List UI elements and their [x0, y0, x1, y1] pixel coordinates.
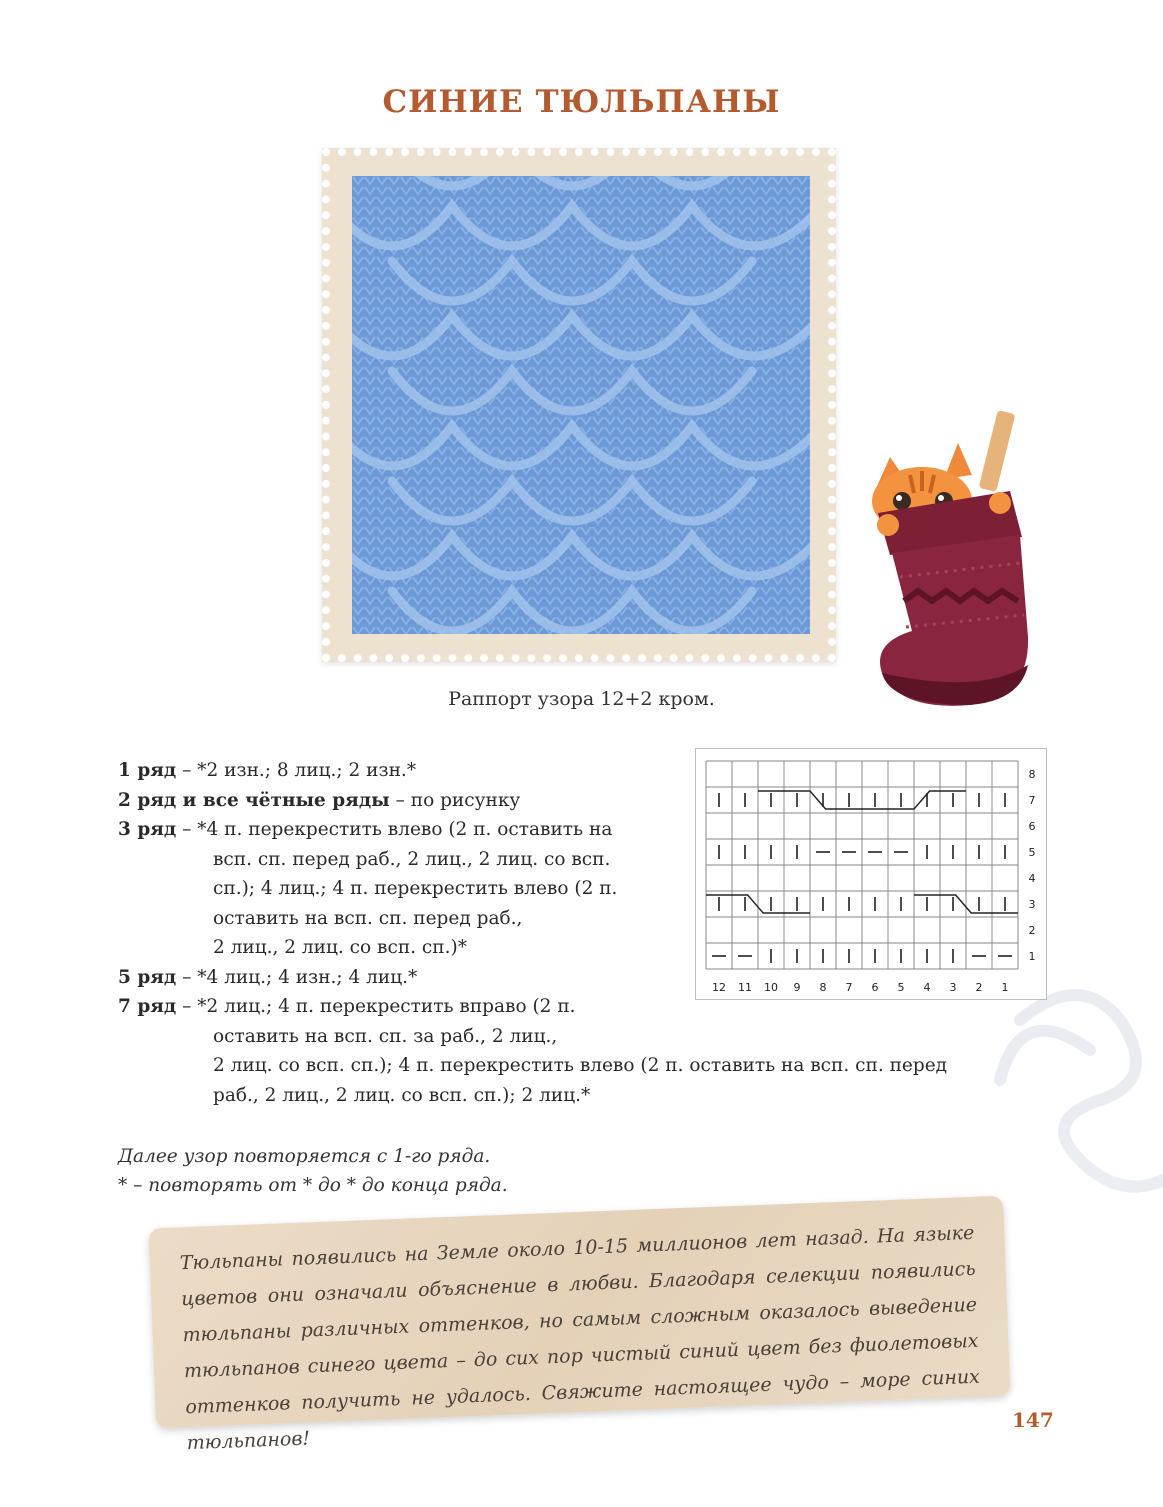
chart-column-label: 6	[871, 981, 879, 994]
note-repeat: Далее узор повторяется с 1-го ряда.	[118, 1146, 491, 1167]
chart-column-label: 8	[819, 981, 827, 994]
chart-column-label: 5	[897, 981, 905, 994]
row-continuation: 2 лиц., 2 лиц. со всп. сп.)*	[213, 937, 467, 958]
chart-column-label: 11	[738, 981, 752, 994]
chart-column-label: 4	[923, 981, 931, 994]
row-label: 2 ряд и все чётные ряды	[118, 789, 390, 811]
row-continuation: оставить на всп. сп. перед раб.,	[213, 907, 523, 929]
chart-row-label: 4	[1028, 872, 1036, 885]
chart-column-label: 9	[793, 981, 801, 994]
chart-column-label: 3	[949, 981, 957, 994]
chart-column-label: 1	[1001, 981, 1009, 994]
fact-text: Тюльпаны появились на Земле около 10-15 миллионов лет назад. На языке цветов они означали объяснение в любви. Благодаря селекции появились тюльпаны различных оттенков, но самым сложным оказалось выведение тюльпанов синего цвета – до сих пор чистый синий цвет без фиолетовых оттенков получить не удалось. Свяжите настоящее чудо – море синих тюльпанов!	[179, 1221, 981, 1455]
row-label: 7 ряд	[118, 996, 177, 1017]
chart-row-label: 5	[1028, 846, 1036, 859]
chart-row-label: 3	[1028, 898, 1036, 911]
row-continuation: оставить на всп. сп. за раб., 2 лиц.,	[213, 1025, 558, 1047]
chart-column-label: 7	[845, 981, 853, 994]
note-asterisk: * – повторять от * до * до конца ряда.	[118, 1175, 508, 1196]
page-number: 147	[1012, 1408, 1054, 1432]
fact-card	[148, 1196, 1010, 1455]
row-continuation: раб., 2 лиц., 2 лиц. со всп. сп.); 2 лиц.*	[213, 1084, 591, 1106]
notes	[118, 1142, 818, 1200]
row-text: – по рисунку	[389, 789, 521, 811]
chart-row-label: 7	[1028, 794, 1036, 807]
row-label: 5 ряд	[118, 966, 177, 988]
knitting-chart-svg	[696, 749, 1046, 999]
chart-column-label: 10	[764, 981, 778, 994]
cat-in-sock-illustration	[860, 405, 1040, 715]
page-title: СИНИЕ ТЮЛЬПАНЫ	[382, 84, 781, 120]
row-continuation: всп. сп. перед раб., 2 лиц., 2 лиц. со всп.	[213, 848, 611, 870]
row-text: – *2 изн.; 8 лиц.; 2 изн.*	[176, 760, 417, 781]
chart-row-label: 1	[1028, 950, 1036, 963]
chart-row-label: 8	[1028, 768, 1036, 781]
knitting-chart	[695, 748, 1047, 1000]
row-label: 1 ряд	[118, 760, 177, 781]
row-continuation: сп.); 4 лиц.; 4 п. перекрестить влево (2 п.	[213, 878, 618, 899]
chart-row-label: 2	[1028, 924, 1036, 937]
row-text: – *4 лиц.; 4 изн.; 4 лиц.*	[176, 966, 418, 988]
chart-column-label: 12	[712, 981, 726, 994]
row-continuation: 2 лиц. со всп. сп.); 4 п. перекрестить влево (2 п. оставить на всп. сп. перед	[213, 1055, 948, 1076]
knitted-swatch-photo	[352, 176, 810, 634]
pattern-repeat-caption: Раппорт узора 12+2 кром.	[448, 688, 715, 710]
chart-row-label: 6	[1028, 820, 1036, 833]
row-label: 3 ряд	[118, 819, 177, 840]
row-text: – *4 п. перекрестить влево (2 п. оставить на	[176, 819, 613, 840]
chart-column-label: 2	[975, 981, 983, 994]
row-text: – *2 лиц.; 4 п. перекрестить вправо (2 п.	[176, 996, 576, 1017]
